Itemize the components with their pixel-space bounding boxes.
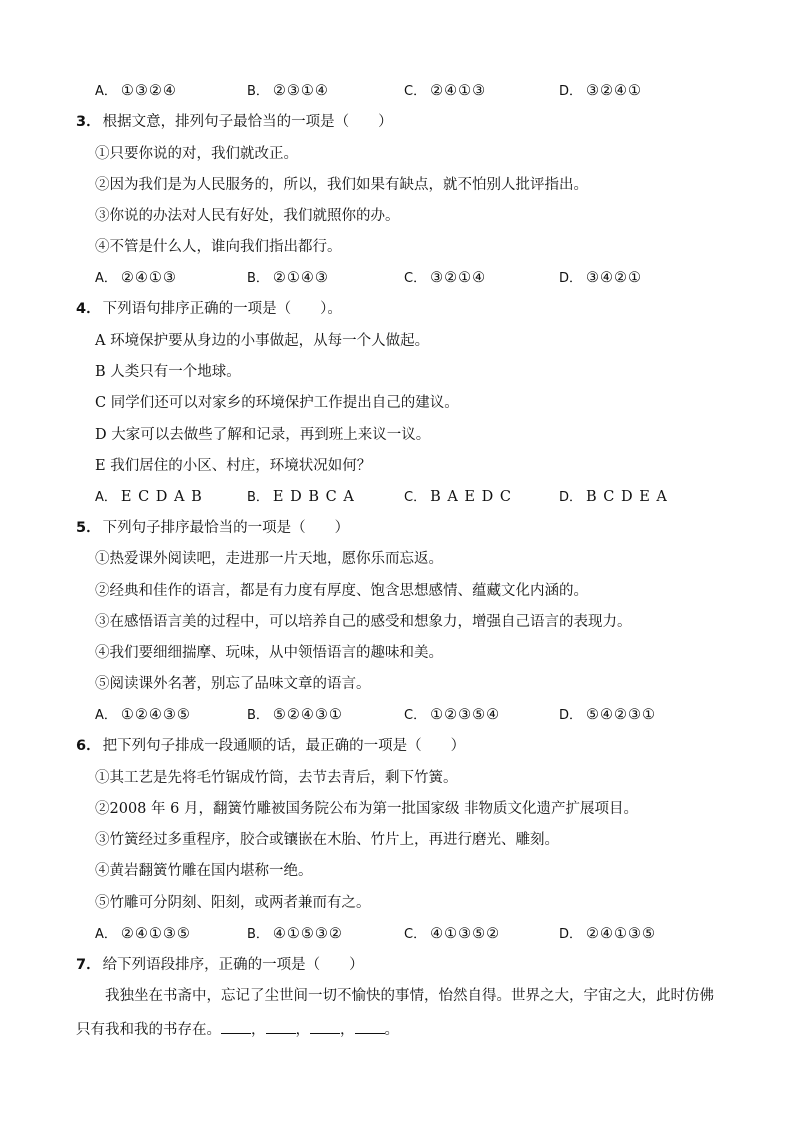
question-6-stem: 6． 把下列句子排成一段通顺的话，最正确的一项是（ ） (76, 738, 466, 754)
q3-option-d[interactable]: D． ③④②① (559, 270, 643, 286)
q5-option-c[interactable]: C． ①②③⑤④ (404, 707, 501, 723)
q6-item: ④黄岩翻簧竹雕在国内堪称一绝。 (95, 863, 313, 879)
q6-item: ②2008 年 6 月，翻簧竹雕被国务院公布为第一批国家级 非物质文化遗产扩展项目。 (95, 801, 639, 817)
answer-blank[interactable] (221, 1019, 251, 1034)
q4-item: B 人类只有一个地球。 (95, 364, 241, 380)
option-d[interactable]: D． ③②④① (559, 83, 643, 99)
q4-option-b[interactable]: B． E D B C A (247, 489, 355, 505)
q5-item: ⑤阅读课外名著，别忘了品味文章的语言。 (95, 676, 371, 692)
q3-options-row (95, 268, 735, 288)
q6-option-c[interactable]: C． ④①③⑤② (404, 926, 501, 942)
q6-option-d[interactable]: D． ②④①③⑤ (559, 926, 657, 942)
q3-item: ③你说的办法对人民有好处，我们就照你的办。 (95, 208, 400, 224)
q6-options-row (95, 924, 735, 944)
answer-blank[interactable] (310, 1019, 340, 1034)
question-5-stem: 5． 下列句子排序最恰当的一项是（ ） (76, 520, 350, 536)
q4-options-row (95, 487, 735, 507)
q6-option-a[interactable]: A． ②④①③⑤ (95, 926, 191, 942)
q4-option-d[interactable]: D． B C D E A (559, 489, 668, 505)
q5-item: ③在感悟语言美的过程中，可以培养自己的感受和想象力，增强自己语言的表现力。 (95, 614, 632, 630)
q6-item: ③竹簧经过多重程序，胶合或镶嵌在木胎、竹片上，再进行磨光、雕刻。 (95, 832, 559, 848)
q3-item: ②因为我们是为人民服务的，所以，我们如果有缺点，就不怕别人批评指出。 (95, 177, 588, 193)
q4-option-c[interactable]: C． B A E D C (404, 489, 512, 505)
q5-item: ②经典和佳作的语言，都是有力度有厚度、饱含思想感情、蕴藏文化内涵的。 (95, 583, 588, 599)
option-b[interactable]: B． ②③①④ (247, 83, 329, 99)
question-4-stem: 4． 下列语句排序正确的一项是（ ）。 (76, 301, 342, 317)
q3-option-a[interactable]: A． ②④①③ (95, 270, 177, 286)
answer-blank[interactable] (266, 1019, 296, 1034)
q4-option-a[interactable]: A． E C D A B (95, 489, 203, 505)
q5-option-b[interactable]: B． ⑤②④③① (247, 707, 343, 723)
q6-item: ①其工艺是先将毛竹锯成竹筒，去节去青后，剩下竹簧。 (95, 770, 458, 786)
q4-item: A 环境保护要从身边的小事做起，从每一个人做起。 (95, 333, 430, 349)
q5-item: ①热爱课外阅读吧，走进那一片天地，愿你乐而忘返。 (95, 551, 443, 567)
q3-option-c[interactable]: C． ③②①④ (404, 270, 487, 286)
q4-item: D 大家可以去做些了解和记录，再到班上来议一议。 (95, 427, 431, 443)
option-a[interactable]: A． ①③②④ (95, 83, 177, 99)
q4-item: C 同学们还可以对家乡的环境保护工作提出自己的建议。 (95, 395, 459, 411)
answer-blank[interactable] (355, 1019, 385, 1034)
q6-item: ⑤竹雕可分阴刻、阳刻，或两者兼而有之。 (95, 895, 371, 911)
q5-options-row (95, 705, 735, 725)
q4-item: E 我们居住的小区、村庄，环境状况如何？ (95, 458, 372, 474)
q5-item: ④我们要细细揣摩、玩味，从中领悟语言的趣味和美。 (95, 645, 443, 661)
q3-option-b[interactable]: B． ②①④③ (247, 270, 329, 286)
q5-option-d[interactable]: D． ⑤④②③① (559, 707, 657, 723)
q3-item: ①只要你说的对，我们就改正。 (95, 146, 298, 162)
question-7-stem: 7． 给下列语段排序，正确的一项是（ ） (76, 957, 364, 973)
q6-option-b[interactable]: B． ④①⑤③② (247, 926, 343, 942)
q5-option-a[interactable]: A． ①②④③⑤ (95, 707, 191, 723)
top-options-row (95, 81, 735, 101)
option-c[interactable]: C． ②④①③ (404, 83, 487, 99)
q7-paragraph: 我独坐在书斋中，忘记了尘世间一切不愉快的事情，怡然自得。世界之大，宇宙之大，此时仿佛只有我和我的书存在。 ， ， ， 。 (76, 988, 714, 1038)
question-3-stem: 3． 根据文意，排列句子最恰当的一项是（ ） (76, 114, 393, 130)
q3-item: ④不管是什么人，谁向我们指出都行。 (95, 239, 342, 255)
